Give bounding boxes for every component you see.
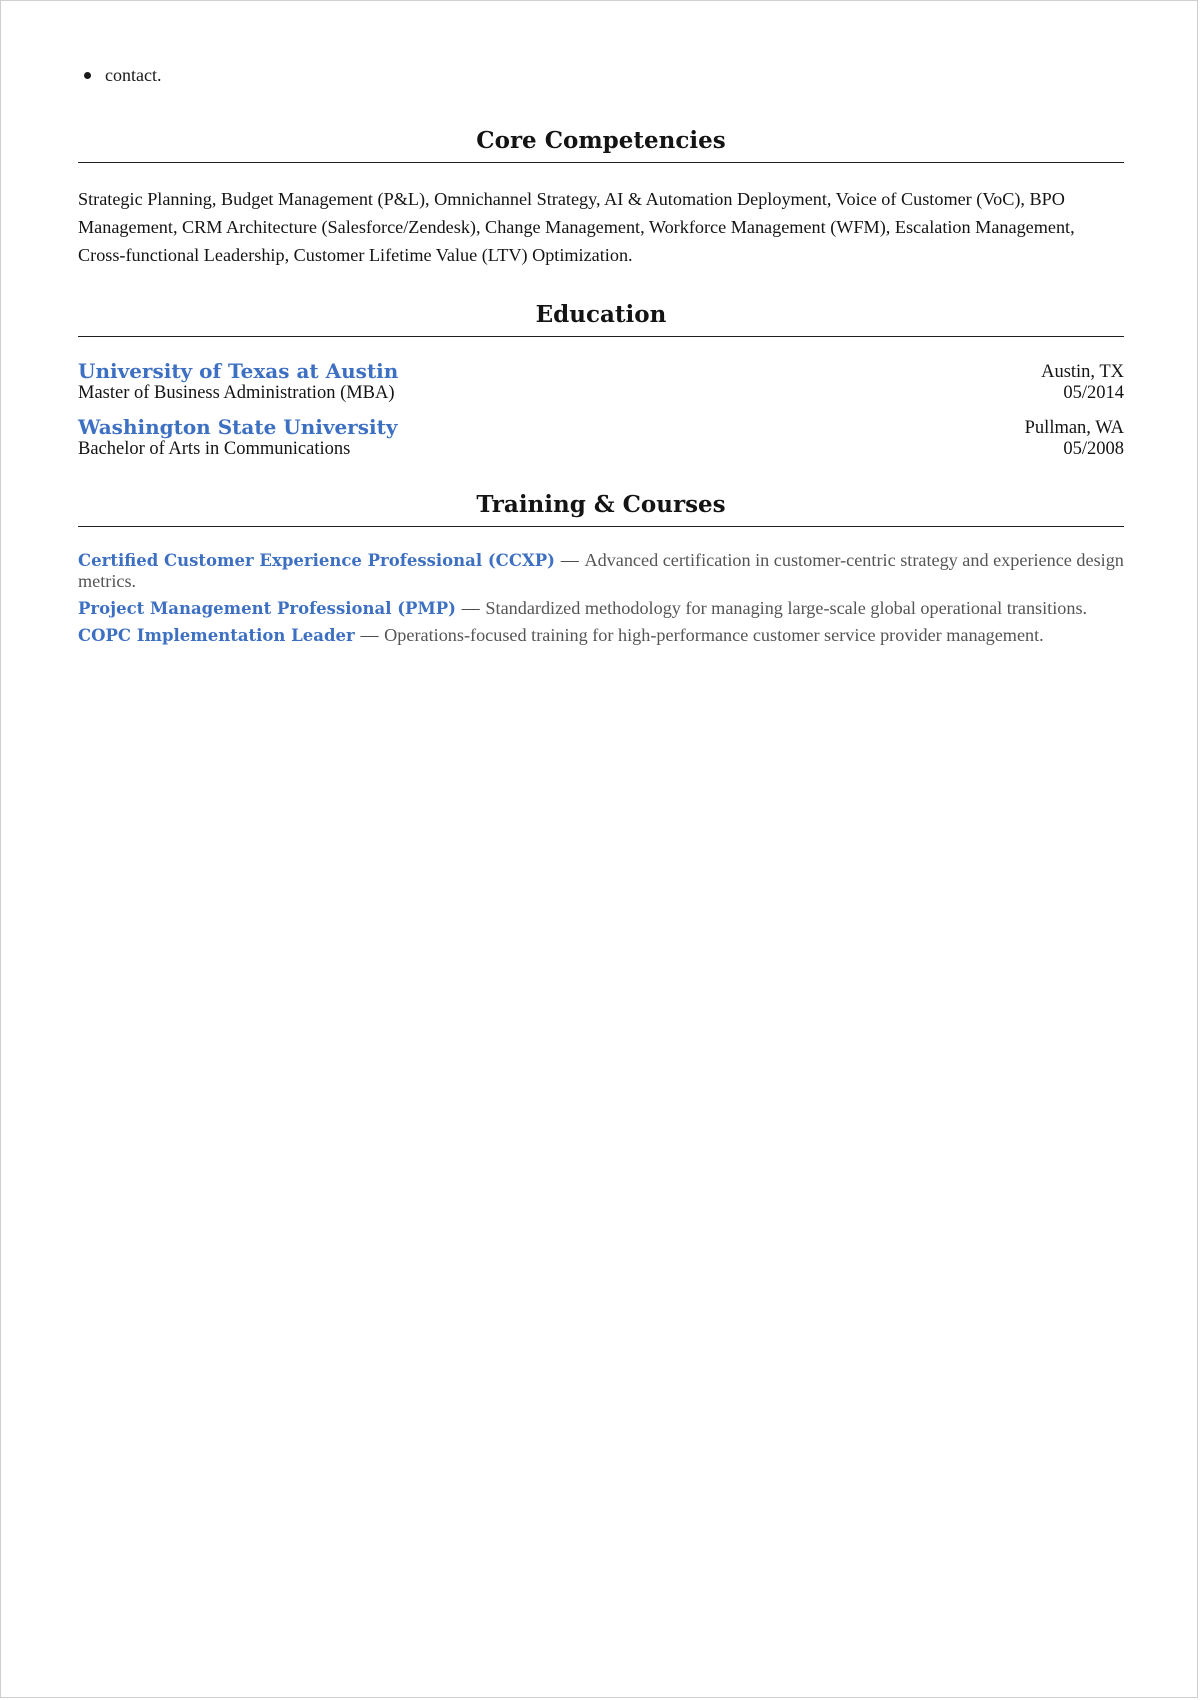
contact-bullet-list xyxy=(78,63,161,87)
course-separator: — xyxy=(360,625,379,645)
bullet-text: contact. xyxy=(105,65,162,85)
core-competencies-text: Strategic Planning, Budget Management (P&L), Omnichannel Strategy, AI & Automation Deployment, Voice of Customer (VoC), BPO Management, CRM Architecture (Salesforce/Zendesk), Change Management, Workforce Management (WFM), Escalation Management, Cross-functional Leadership, Customer Lifetime Value (LTV) Optimization. xyxy=(78,189,1075,265)
list-item xyxy=(78,63,161,87)
course-description: Operations-focused training for high-performance customer service provider management. xyxy=(384,625,1044,645)
course-separator: — xyxy=(461,598,480,618)
school-name: University of Texas at Austin xyxy=(78,359,399,383)
course-description: Standardized methodology for managing large-scale global operational transitions. xyxy=(485,598,1088,618)
section-divider xyxy=(78,336,1124,337)
course-item xyxy=(78,550,1124,592)
degree: Master of Business Administration (MBA) xyxy=(78,383,395,403)
course-name: Project Management Professional (PMP) xyxy=(78,599,456,618)
course-item xyxy=(78,625,1124,646)
course-separator: — xyxy=(560,550,579,570)
course-name: COPC Implementation Leader xyxy=(78,626,355,645)
degree: Bachelor of Arts in Communications xyxy=(78,439,351,459)
graduation-date: 05/2008 xyxy=(1063,439,1124,459)
bullet-icon xyxy=(84,72,91,79)
school-location: Austin, TX xyxy=(1041,362,1124,382)
school-location: Pullman, WA xyxy=(1024,418,1124,438)
education-entry xyxy=(78,359,1124,407)
course-name: Certified Customer Experience Professional (CCXP) xyxy=(78,551,555,570)
section-title-training: Training & Courses xyxy=(476,491,726,518)
section-divider xyxy=(78,526,1124,527)
graduation-date: 05/2014 xyxy=(1063,383,1124,403)
education-entry xyxy=(78,415,1124,463)
section-title-education: Education xyxy=(535,301,667,328)
school-name: Washington State University xyxy=(78,415,398,439)
section-divider xyxy=(78,162,1124,163)
section-title-core-competencies: Core Competencies xyxy=(476,127,726,154)
course-item xyxy=(78,598,1124,619)
course-description: Advanced certification in customer-centric strategy and experience design metrics. xyxy=(78,550,1124,591)
